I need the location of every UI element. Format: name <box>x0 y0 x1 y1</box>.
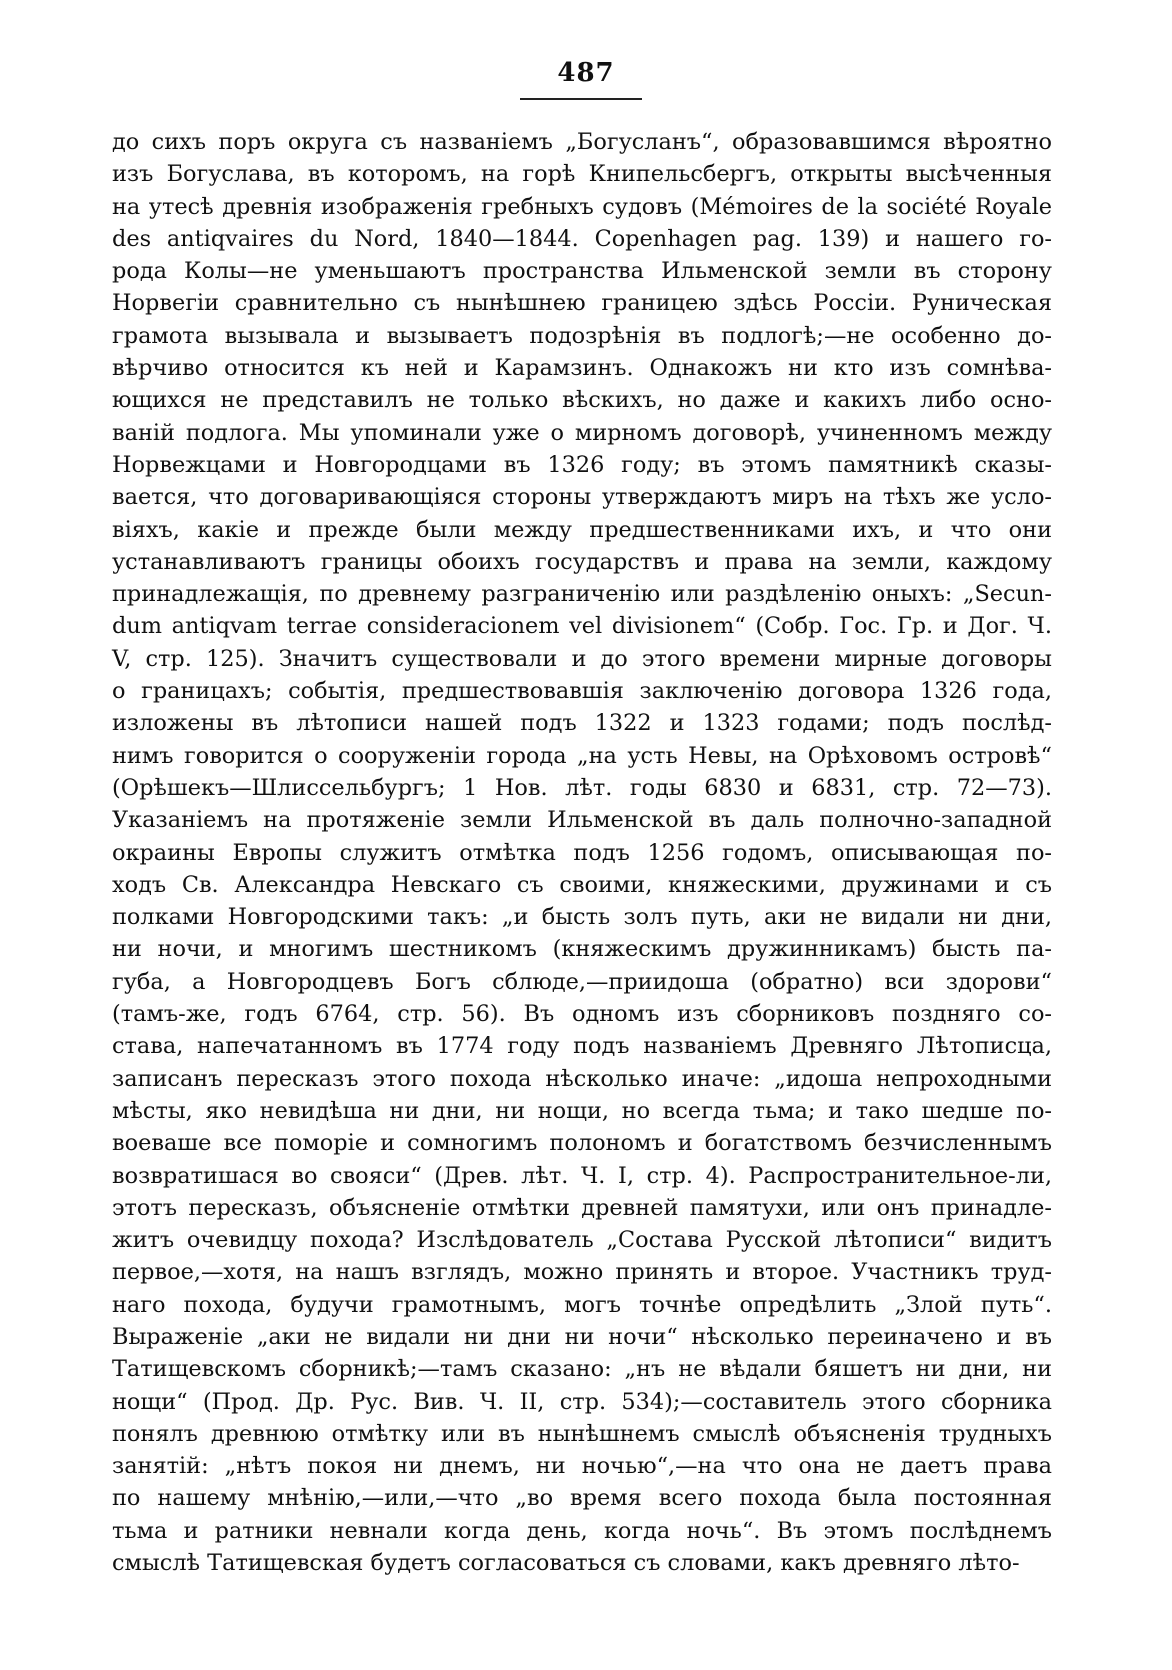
text-line: воеваше все поморіе и сомногимъ полономъ и богатствомъ безчисленнымъ <box>112 1130 1052 1157</box>
text-line: полками Новгородскими такъ: „и бысть золъ путь, аки не видали ни дни, <box>112 904 1052 931</box>
text-line: ющихся не представилъ не только вѣскихъ, но даже и какихъ либо осно- <box>112 387 1052 414</box>
text-line: des antiqvaires du Nord, 1840—1844. Copenhagen pag. 139) и нашего го- <box>112 225 1052 252</box>
text-line: изложены въ лѣтописи нашей подъ 1322 и 1323 годами; подъ послѣд- <box>112 710 1052 737</box>
text-line: ни ночи, и многимъ шестникомъ (княжескимъ дружинникамъ) бысть па- <box>112 936 1052 963</box>
page-number: 487 <box>557 58 615 88</box>
text-line: губа, а Новгородцевъ Богъ сблюде,—приидоша (обратно) вси здорови“ <box>112 968 1052 995</box>
text-line: первое,—хотя, на нашъ взглядъ, можно принять и второе. Участникъ труд- <box>112 1259 1052 1286</box>
text-line: наго похода, будучи грамотнымъ, могъ точнѣе опредѣлить „Злой путь“. <box>112 1291 1052 1318</box>
text-line: вѣрчиво относится къ ней и Карамзинъ. Однакожъ ни кто изъ сомнѣва- <box>112 355 1052 382</box>
text-line: Норвежцами и Новгородцами въ 1326 году; въ этомъ памятникѣ сказы- <box>112 451 1052 478</box>
text-line: (Орѣшекъ—Шлиссельбургъ; 1 Нов. лѣт. годы 6830 и 6831, стр. 72—73). <box>112 774 1052 801</box>
text-line: изъ Богуслава, въ которомъ, на горѣ Книпельсбергъ, открыты высѣченныя <box>112 161 1052 188</box>
text-line: Выраженіе „аки не видали ни дни ни ночи“ нѣсколько переиначено и въ <box>112 1323 1052 1350</box>
page-header <box>0 58 1172 88</box>
header-rule <box>520 98 642 100</box>
text-line: этотъ пересказъ, объясненіе отмѣтки древней памятухи, или онъ принадле- <box>112 1194 1052 1221</box>
text-line: V, стр. 125). Значитъ существовали и до этого времени мирные договоры <box>112 645 1052 672</box>
text-line: вается, что договаривающіяся стороны утверждаютъ миръ на тѣхъ же усло- <box>112 484 1052 511</box>
text-line: мѣсты, яко невидѣша ни дни, ни нощи, но всегда тьма; и тако шедше по- <box>112 1097 1052 1124</box>
text-line: ходъ Св. Александра Невскаго съ своими, княжескими, дружинами и съ <box>112 871 1052 898</box>
text-line: Татищевскомъ сборникѣ;—тамъ сказано: „нъ не вѣдали бяшетъ ни дни, ни <box>112 1356 1052 1383</box>
text-line: до сихъ поръ округа съ названіемъ „Богусланъ“, образовавшимся вѣроятно <box>112 129 1052 155</box>
text-line: нощи“ (Прод. Др. Рус. Вив. Ч. II, стр. 534);—составитель этого сборника <box>112 1388 1052 1415</box>
text-line: смыслѣ Татищевская будетъ согласоваться съ словами, какъ древняго лѣто- <box>112 1550 1020 1577</box>
text-line: Указаніемъ на протяженіе земли Ильменской въ даль полночно-западной <box>112 807 1052 834</box>
text-line: става, напечатанномъ въ 1774 году подъ названіемъ Древняго Лѣтописца, <box>112 1033 1052 1060</box>
body-text <box>112 126 1052 1579</box>
text-line: занятій: „нѣтъ покоя ни днемъ, ни ночью“,—на что она не даетъ права <box>112 1453 1052 1480</box>
text-line: dum antiqvam terrae consideracionem vel divisionem“ (Собр. Гос. Гр. и Дог. Ч. <box>112 613 1052 640</box>
text-line: принадлежащія, по древнему разграниченію или раздѣленію оныхъ: „Secun- <box>112 581 1052 608</box>
text-line: о границахъ; событія, предшествовавшія заключенію договора 1326 года, <box>112 678 1052 705</box>
text-line: ваній подлога. Мы упоминали уже о мирномъ договорѣ, учиненномъ между <box>112 419 1052 446</box>
text-line: грамота вызывала и вызываетъ подозрѣнія въ подлогѣ;—не особенно до- <box>112 322 1052 349</box>
text-line: на утесѣ древнія изображенія гребныхъ судовъ (Mémoires de la société Royale <box>112 193 1052 220</box>
text-line: нимъ говорится о сооруженіи города „на усть Невы, на Орѣховомъ островѣ“ <box>112 742 1052 769</box>
text-line: тьма и ратники невнали когда день, когда ночь“. Въ этомъ послѣднемъ <box>112 1517 1052 1544</box>
text-line: (тамъ-же, годъ 6764, стр. 56). Въ одномъ изъ сборниковъ поздняго со- <box>112 1001 1052 1028</box>
text-line: устанавливаютъ границы обоихъ государствъ и права на земли, каждому <box>112 548 1052 575</box>
text-line: рода Колы—не уменьшаютъ пространства Ильменской земли въ сторону <box>112 258 1052 285</box>
text-line: возвратишася во свояси“ (Древ. лѣт. Ч. I, стр. 4). Распространительное-ли, <box>112 1162 1052 1189</box>
text-line: понялъ древнюю отмѣтку или въ нынѣшнемъ смыслѣ объясненія трудныхъ <box>112 1420 1052 1447</box>
text-line: віяхъ, какіе и прежде были между предшественниками ихъ, и что они <box>112 516 1052 543</box>
text-line: окраины Европы служитъ отмѣтка подъ 1256 годомъ, описывающая по- <box>112 839 1052 866</box>
text-line: Норвегіи сравнительно съ нынѣшнею границею здѣсь Россіи. Руническая <box>112 290 1052 317</box>
text-line: записанъ пересказъ этого похода нѣсколько иначе: „идоша непроходными <box>112 1065 1052 1092</box>
text-line: по нашему мнѣнію,—или,—что „во время всего похода была постоянная <box>112 1485 1052 1512</box>
text-line: житъ очевидцу похода? Изслѣдователь „Состава Русской лѣтописи“ видитъ <box>112 1227 1052 1254</box>
